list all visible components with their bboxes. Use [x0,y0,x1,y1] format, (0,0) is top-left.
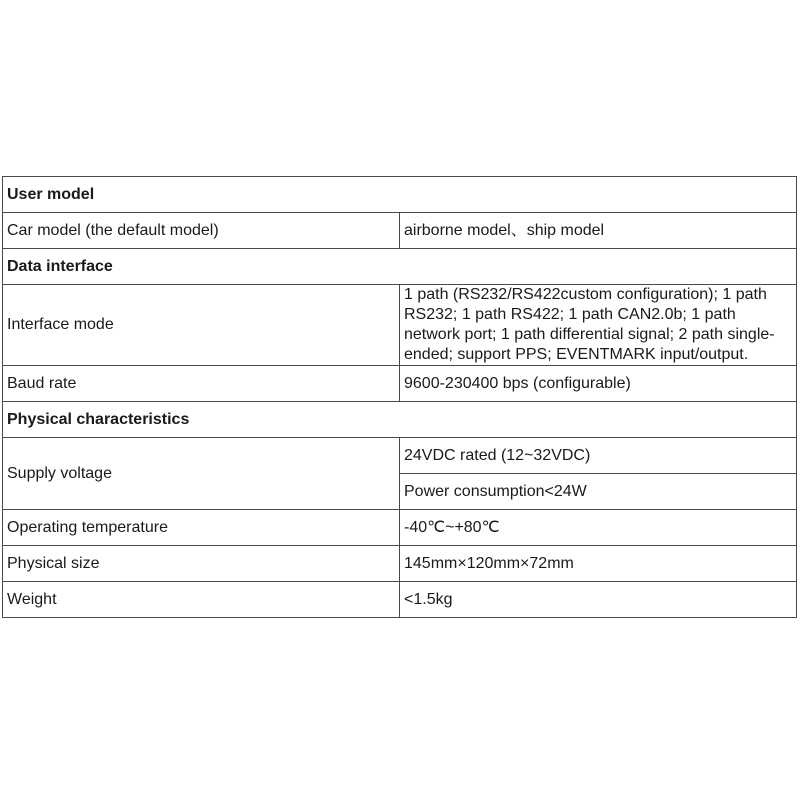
table-row [3,546,797,582]
row-value-supply-rated: 24VDC rated (12~32VDC) [400,438,797,474]
row-label-car-model: Car model (the default model) [3,213,400,249]
row-label-supply-voltage: Supply voltage [3,438,400,510]
row-value-operating-temperature: -40℃~+80℃ [400,510,797,546]
row-value-power-consumption: Power consumption<24W [400,474,797,510]
table-row [3,285,797,366]
row-label-operating-temperature: Operating temperature [3,510,400,546]
table-row [3,582,797,618]
row-value-physical-size: 145mm×120mm×72mm [400,546,797,582]
section-title-user-model: User model [3,177,797,213]
row-value-car-model: airborne model、ship model [400,213,797,249]
section-title-physical: Physical characteristics [3,402,797,438]
table-row [3,366,797,402]
table-row [3,213,797,249]
row-label-weight: Weight [3,582,400,618]
spec-table [2,176,797,618]
table-row [3,510,797,546]
row-label-interface-mode: Interface mode [3,285,400,366]
row-label-baud-rate: Baud rate [3,366,400,402]
section-header-row [3,177,797,213]
row-value-interface-mode: 1 path (RS232/RS422custom configuration); 1 path RS232; 1 path RS422; 1 path CAN2.0b; 1 path network port; 1 path differential signal; 2 path single-ended; support PPS; EVENTMARK input/output. [400,285,797,366]
row-value-weight: <1.5kg [400,582,797,618]
row-label-physical-size: Physical size [3,546,400,582]
row-value-baud-rate: 9600-230400 bps (configurable) [400,366,797,402]
section-header-row [3,249,797,285]
section-title-data-interface: Data interface [3,249,797,285]
table-row [3,438,797,474]
section-header-row [3,402,797,438]
